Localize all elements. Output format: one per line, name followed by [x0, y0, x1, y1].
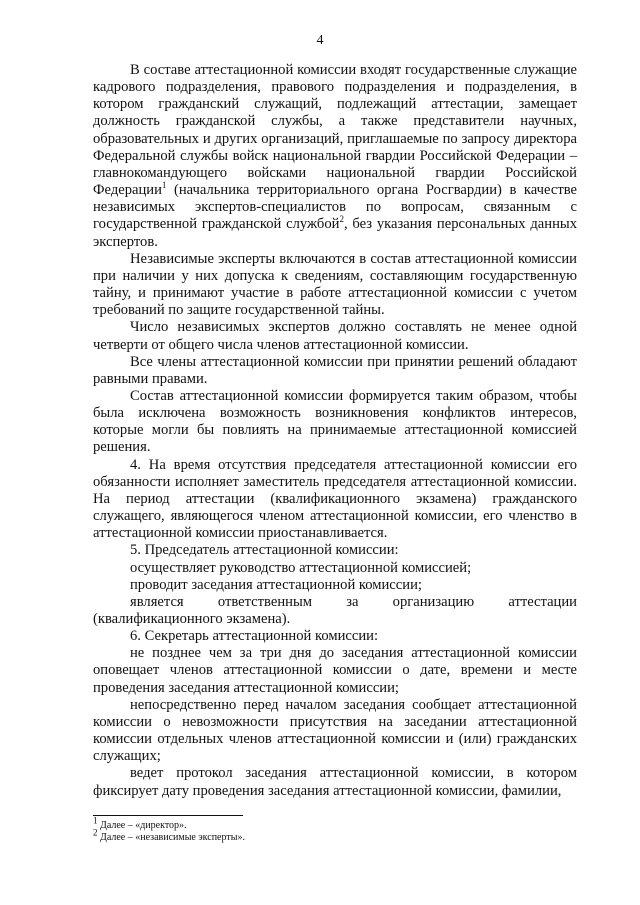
footnote-text: Далее – «директор». — [97, 820, 187, 831]
paragraph-section-5-heading: 5. Председатель аттестационной комиссии: — [130, 542, 399, 559]
paragraph-independent-experts: Независимые эксперты включаются в состав аттестационной комиссии при наличии у них допуска к сведениям, составляющим государственную тайну, и принимают участие в работе аттестационной комиссии с учетом требований по защите государственной тайны. — [93, 250, 577, 319]
paragraph-chair-duty-3: является ответственным за организацию аттестации (квалификационного экзамена). — [93, 593, 577, 627]
footnote-ref-2: 2 — [339, 214, 344, 225]
paragraph-chair-duty-2: проводит заседания аттестационной комиссии; — [130, 576, 422, 593]
footnote-1 — [93, 815, 577, 832]
paragraph-secretary-duty-3: ведет протокол заседания аттестационной комиссии, в котором фиксирует дату проведения заседания аттестационной комиссии, фамилии, — [93, 765, 577, 799]
footnote-text: Далее – «независимые эксперты». — [97, 832, 245, 843]
footnote-mark: 2 — [93, 827, 98, 838]
footnote-mark: 1 — [93, 815, 98, 826]
document-body — [93, 62, 577, 800]
footnote-2 — [93, 827, 577, 844]
paragraph-secretary-duty-2: непосредственно перед началом заседания сообщает аттестационной комиссии о невозможности присутствия на заседании аттестационной комиссии отдельных членов аттестационной комиссии и (или) гражданских служащих; — [93, 696, 577, 765]
paragraph-equal-rights: Все члены аттестационной комиссии при принятии решений обладают равными правами. — [93, 353, 577, 387]
paragraph-section-6-heading: 6. Секретарь аттестационной комиссии: — [130, 628, 379, 645]
paragraph-conflict-of-interest: Состав аттестационной комиссии формируется таким образом, чтобы была исключена возможность возникновения конфликтов интересов, которые могли бы повлиять на принимаемые аттестационной комиссией решения. — [93, 387, 577, 456]
paragraph-experts-number: Число независимых экспертов должно составлять не менее одной четверти от общего числа членов аттестационной комиссии. — [93, 319, 577, 353]
footnote-separator — [93, 815, 243, 816]
paragraph-text-continued: (начальника территориального органа Росгвардии) в качестве независимых экспертов-специалистов по вопросам, связанным с государственной гражданской службой — [93, 182, 577, 233]
footnote-ref-1: 1 — [161, 180, 167, 191]
paragraph-text-end: , без указания персональных данных экспертов. — [93, 216, 577, 250]
page-number: 4 — [316, 33, 324, 48]
paragraph-text: В составе аттестационной комиссии входят государственные служащие кадрового подразделения, правового подразделения и подразделения, в котором гражданский служащий, подлежащий аттестации, замещает должность гражданской службы, а также представители научных, образовательных и других организаций, приглашаемые по запросу директора Федеральной службы войск национальной гвардии Российской Федерации – главнокомандующего войсками национальной гвардии Российской Федерации — [93, 62, 577, 199]
paragraph-secretary-duty-1: не позднее чем за три дня до заседания аттестационной комиссии оповещает членов аттестационной комиссии о дате, времени и месте проведения заседания аттестационной комиссии; — [93, 645, 577, 696]
paragraph-chair-duty-1: осуществляет руководство аттестационной комиссией; — [130, 559, 472, 576]
paragraph-commission-composition — [93, 62, 577, 251]
footnotes — [93, 815, 577, 844]
paragraph-section-4: 4. На время отсутствия председателя аттестационной комиссии его обязанности исполняет заместитель председателя аттестационной комиссии. На период аттестации (квалификационного экзамена) гражданского служащего, являющегося членом аттестационной комиссии, его членство в аттестационной комиссии приостанавливается. — [93, 456, 577, 542]
